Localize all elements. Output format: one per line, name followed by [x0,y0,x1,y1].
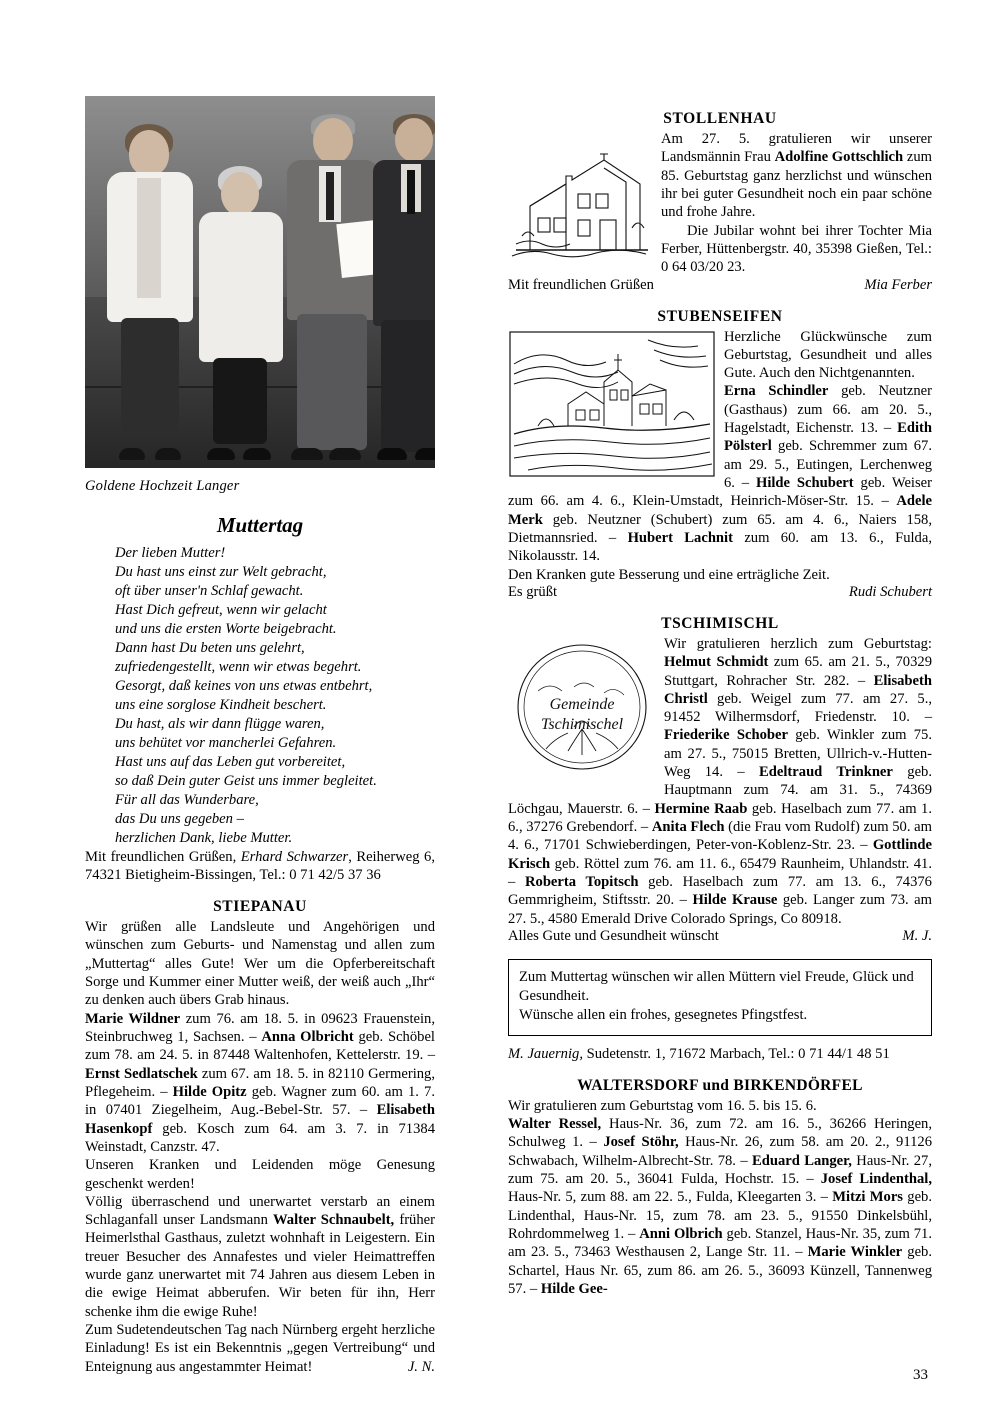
section-title-stollenhau: STOLLENHAU [663,110,777,127]
run-text: geb. Hauptmann zum 74. am 31. 5., 74369 Löchgau, Mauerstr. 6. – [508,764,932,817]
person-name: Hermine Raab [654,800,748,817]
run-text: geb. Wagner zum 60. am 1. 7. in 07401 Ziegelheim, Aug.-Bebel-Str. 57. – [85,1083,435,1119]
tschimischl-signoff-right: M. J. [902,927,932,944]
run-text: zum 85. Geburtstag ganz herzlichst und wünschen ihr bei guter Gesundheit noch ein paar schöne und frohe Jahre. [661,149,932,221]
person-name: Hubert Lachnit [627,529,733,546]
person-name: Elisabeth Hasenkopf [85,1102,435,1137]
run-text: geb. Schöbel zum 78. am 24. 5. in 87448 Waltenhofen, Kettelerstr. 19. – [85,1029,435,1064]
run-text: zum 60. am 13. 6., Fulda, Nikolausstr. 14. [508,529,932,565]
run-text: Haus-Nr. 26, zum 58. am 20. 2., 91126 Schwabach, Wilhelm-Albrecht-Str. 78. – [508,1134,932,1169]
run-text: geb. Schartel, Haus Nr. 65, zum 86. am 26. 5., 36093 Künzell, Tannenweg 57. – [508,1244,933,1297]
stiepanau-birthday-list [85,1010,435,1157]
person-name: Roberta Topitsch [524,873,639,890]
person-name: Anni Olbrich [639,1225,723,1242]
tschimischl-block [508,635,932,945]
seal-text-line2: Tschimischel [540,715,624,733]
person-name: Walter Ressel, [508,1116,602,1133]
person-name: Hilde Opitz [172,1083,247,1100]
person-name: Adele Merk [508,493,932,528]
photo-caption: Goldene Hochzeit Langer [85,478,240,494]
person-name: Erna Schindler [724,383,829,400]
person-name: Anna Olbricht [261,1029,354,1045]
run-text: Haus-Nr. 27, zum 75. am 20. 5., 36041 Fulda, Hochstr. 15. – [508,1152,932,1188]
waltersdorf-paragraph-1: Wir gratulieren zum Geburtstag vom 16. 5. bis 15. 6. [508,1097,817,1114]
photo-person-3 [281,114,385,460]
person-name: Adolfine Gottschlich [774,149,904,166]
run-text: geb. Neutzner (Schubert) zum 65. am 4. 6., Naiers 158, Dietmannsried. – [508,511,932,546]
wish-box-line-2: Wünsche allen ein frohes, gesegnetes Pfingstfest. [519,1006,808,1023]
poem-line: Du hast, als wir dann flügge waren, [115,715,325,732]
poem-line: Für all das Wunderbare, [115,791,259,808]
poem-line: so daß Dein guter Geist uns immer begleitet. [115,772,377,789]
wish-box-line-1: Zum Muttertag wünschen wir allen Müttern viel Freude, Glück und Gesundheit. [519,968,914,1004]
poem-line: oft über unser'n Schlaf gewacht. [115,582,304,599]
section-title-stubenseifen: STUBENSEIFEN [657,307,783,325]
run-text: Haus-Nr. 36, zum 72. am 16. 5., 36266 Heringen, Schulweg 1. – [508,1116,932,1151]
person-name: Eduard Langer, [751,1152,852,1169]
person-name: Hilde Krause [692,892,778,909]
run-text: zum 67. am 18. 5. in 82110 Germering, Pflegeheim. – [85,1065,435,1100]
stubenseifen-signoff [508,584,932,601]
person-name: Hilde Schubert [755,475,854,491]
run-text: geb. Stanzel, Haus-Nr. 35, zum 71. am 23. 5., 73463 Westhausen 2, Lange Str. 11. – [508,1225,932,1261]
page-number: 33 [913,1367,928,1383]
seal-text-line1: Gemeinde [549,695,615,713]
poem-line: Dann hast Du beten uns gelehrt, [115,639,305,656]
page-title-muttertag: Muttertag [216,513,304,537]
stubenseifen-paragraph-1: Herzliche Glückwünsche zum Geburtstag, Gesundheit und alles Gute. Auch den Nichtgenannten. [724,328,932,382]
emphasis-text: M. Jauernig, [508,1045,583,1062]
person-name: Marie Winkler [807,1244,903,1261]
poem-line: Gesorgt, daß keines von uns etwas entbehrt, [115,677,373,694]
photo-person-4 [371,118,435,460]
run-text: Mit freundlichen Grüßen, [85,848,241,865]
person-name: Elisabeth Christl [664,672,932,707]
run-text: geb. Kosch zum 64. am 3. 7. in 71384 Weinstadt, Canzstr. 47. [85,1120,435,1155]
run-text: geb. Langer zum 73. am 27. 5., 4580 Emerald Drive Colorado Springs, Co 80918. [508,892,932,927]
stollenhau-signoff-left: Mit freundlichen Grüßen [508,276,654,293]
person-name: Josef Stöhr, [603,1134,679,1151]
poem-muttertag [115,544,435,848]
person-name: Hilde Gee- [540,1280,608,1297]
person-name: Edith Pölsterl [724,420,932,455]
run-text: Völlig überraschend und unerwartet verstarb an einem Schlaganfall unser Landsmann [85,1193,435,1229]
stubenseifen-block [508,328,932,601]
waltersdorf-birthday-list [508,1115,932,1298]
section-title-waltersdorf-birkendoerfel: WALTERSDORF und BIRKENDÖRFEL [577,1076,863,1094]
left-column [85,96,435,1376]
run-text: früher Heimerlsthal Gasthaus, zuletzt wohnhaft in Leigestern. Ein treuer Besucher des Annafestes und vieler Heimattreffen wurde ganz unerwartet mit 74 Jahren aus diesem Leben in die ewige Heimat abberufen. Wir beten für ihn, Herr schenke ihm die ewige Ruhe! [85,1212,435,1320]
person-name: Walter Schnaubelt, [273,1212,395,1229]
run-text: , Reiherweg 6, 74321 Bietigheim-Bissingen, Tel.: 0 71 42/5 37 36 [85,848,435,883]
run-text: geb. Haselbach zum 77. am 13. 6., 74376 Gemmrigheim, Stiftsstr. 20. – [508,873,932,909]
stiepanau-signature: J. N. [407,1358,435,1375]
run-text: zum 76. am 18. 5. in 09623 Frauenstein, Steinbruchweg 1, Sachsen. – [85,1010,435,1045]
photo-person-1 [103,130,199,460]
poem-line: Hast Dich gefreut, wenn wir gelacht [115,601,327,618]
photo-person-2 [193,150,289,460]
person-name: Mitzi Mors [832,1189,903,1206]
photograph-goldene-hochzeit [85,96,435,468]
stiepanau-obituary [85,1193,435,1321]
person-name: Edeltraud Trinkner [759,764,893,781]
section-title-stiepanau: STIEPANAU [213,898,307,916]
stubenseifen-paragraph-3: Den Kranken gute Besserung und eine erträgliche Zeit. [508,566,830,583]
poem-line: herzlichen Dank, liebe Mutter. [115,829,293,846]
run-text: zum 65. am 21. 5., 70329 Stuttgart, Rohracher Str. 282. – [664,654,932,689]
stiepanau-paragraph-5: Zum Sudetendeutschen Tag nach Nürnberg ergeht herzliche Einladung! Es ist ein Bekenntnis „gegen Vertreibung“ und Enteignung aus angestammter Heimat! J. N. [85,1322,435,1375]
run-text: Wir gratulieren herzlich zum Geburtstag: [664,635,932,652]
run-text: (die Frau vom Rudolf) zum 50. am 4. 6., 71701 Schwieberdingen, Peter-von-Koblenz-Str. 23. – [508,819,932,854]
muttertag-wish-box [508,959,932,1036]
stubenseifen-signoff-left: Es grüßt [508,583,558,600]
poem-line: uns eine sorglose Kindheit beschert. [115,696,327,713]
person-name: Marie Wildner [85,1010,181,1027]
stiepanau-paragraph-1: Wir grüßen alle Landsleute und Angehörigen und wünschen zum Geburts- und Namenstag und allen zum „Muttertag“ alles Gute! Wer um die Opferbereitschaft Sorge und Kummer einer Mutter weiß, der weiß auch „Ihr“ zu denken auch übers Grab hinaus. [85,919,435,1009]
tschimischl-signoff [508,928,932,945]
poem-line: und uns die ersten Worte beigebracht. [115,620,337,637]
poem-line: Du hast uns einst zur Welt gebracht, [115,563,327,580]
section-title-tschimischl: TSCHIMISCHL [661,614,779,632]
church-village-drawing-icon [508,132,653,267]
run-text: geb. Lindenthal, Haus-Nr. 15, zum 78. am 23. 5., 91550 Dinkelsbühl, Rohrdommelweg 1. – [508,1189,932,1242]
tschimischl-signoff-left: Alles Gute und Gesundheit wünscht [508,927,719,944]
person-name: Friederike Schober [664,727,788,744]
run-text: geb. Haselbach zum 77. am 1. 6., 37276 Grebendorf. – [508,800,933,835]
run-text: geb. Schremmer zum 67. am 29. 5., Eutingen, Lerchenweg 6. – [724,438,932,491]
sender-name: Erhard Schwarzer [240,848,349,865]
stollenhau-paragraph-2: Die Jubilar wohnt bei ihrer Tochter Mia Ferber, Hüttenbergstr. 40, 35398 Gießen, Tel.: 0 64 03/20 23. [661,222,932,276]
poem-line: das Du uns gegeben – [115,810,244,827]
person-name: Josef Lindenthal, [820,1171,932,1188]
run-text: geb. Neutzner (Gasthaus) zum 66. am 20. 5., Hagelstadt, Eichenstr. 13. – [724,383,933,437]
poem-line: zufriedengestellt, wenn wir etwas begehrt. [115,658,362,675]
run-text: geb. Winkler zum 75. am 27. 5., 75015 Bretten, Ullrich-v.-Hutten-Weg 14. – [664,727,932,781]
stollenhau-signoff-right: Mia Ferber [864,276,932,293]
right-column [508,96,932,1298]
church-landscape-drawing-icon [508,330,716,483]
stubenseifen-signoff-right: Rudi Schubert [848,583,932,600]
run-text: geb. Weiser zum 66. am 4. 6., Klein-Umstadt, Heinrich-Möser-Str. 15. – [508,475,932,510]
person-name: Ernst Sedlatschek [85,1065,198,1082]
run-text: Haus-Nr. 5, zum 88. am 22. 5., Fulda, Kleegarten 3. – [508,1189,833,1206]
stollenhau-block [508,130,932,294]
person-name: Anita Flech [651,819,725,835]
stiepanau-paragraph-3: Unseren Kranken und Leidenden möge Genesung geschenkt werden! [85,1157,435,1192]
run-text: Sudetenstr. 1, 71672 Marbach, Tel.: 0 71 44/1 48 51 [582,1045,890,1062]
poem-signoff [85,848,435,885]
stollenhau-signoff [508,277,932,294]
gemeinde-tschimischel-seal-icon [508,637,656,782]
person-name: Gottlinde Krisch [508,837,932,872]
run-text: geb. Röttel zum 76. am 11. 6., 65479 Raunheim, Uhlandstr. 41. – [508,855,932,890]
run-text: Am 27. 5. gratulieren wir unserer Landsmännin Frau [661,131,932,166]
poem-line: uns behütet vor mancherlei Gefahren. [115,734,337,751]
run-text: geb. Weigel zum 77. am 27. 5., 91452 Wilhermsdorf, Friedenstr. 10. – [664,690,932,726]
person-name: Helmut Schmidt [664,654,769,671]
poem-line: Hast uns auf das Leben gut vorbereitet, [115,753,346,770]
poem-line: Der lieben Mutter! [115,545,226,561]
wish-box-sender [508,1046,932,1063]
